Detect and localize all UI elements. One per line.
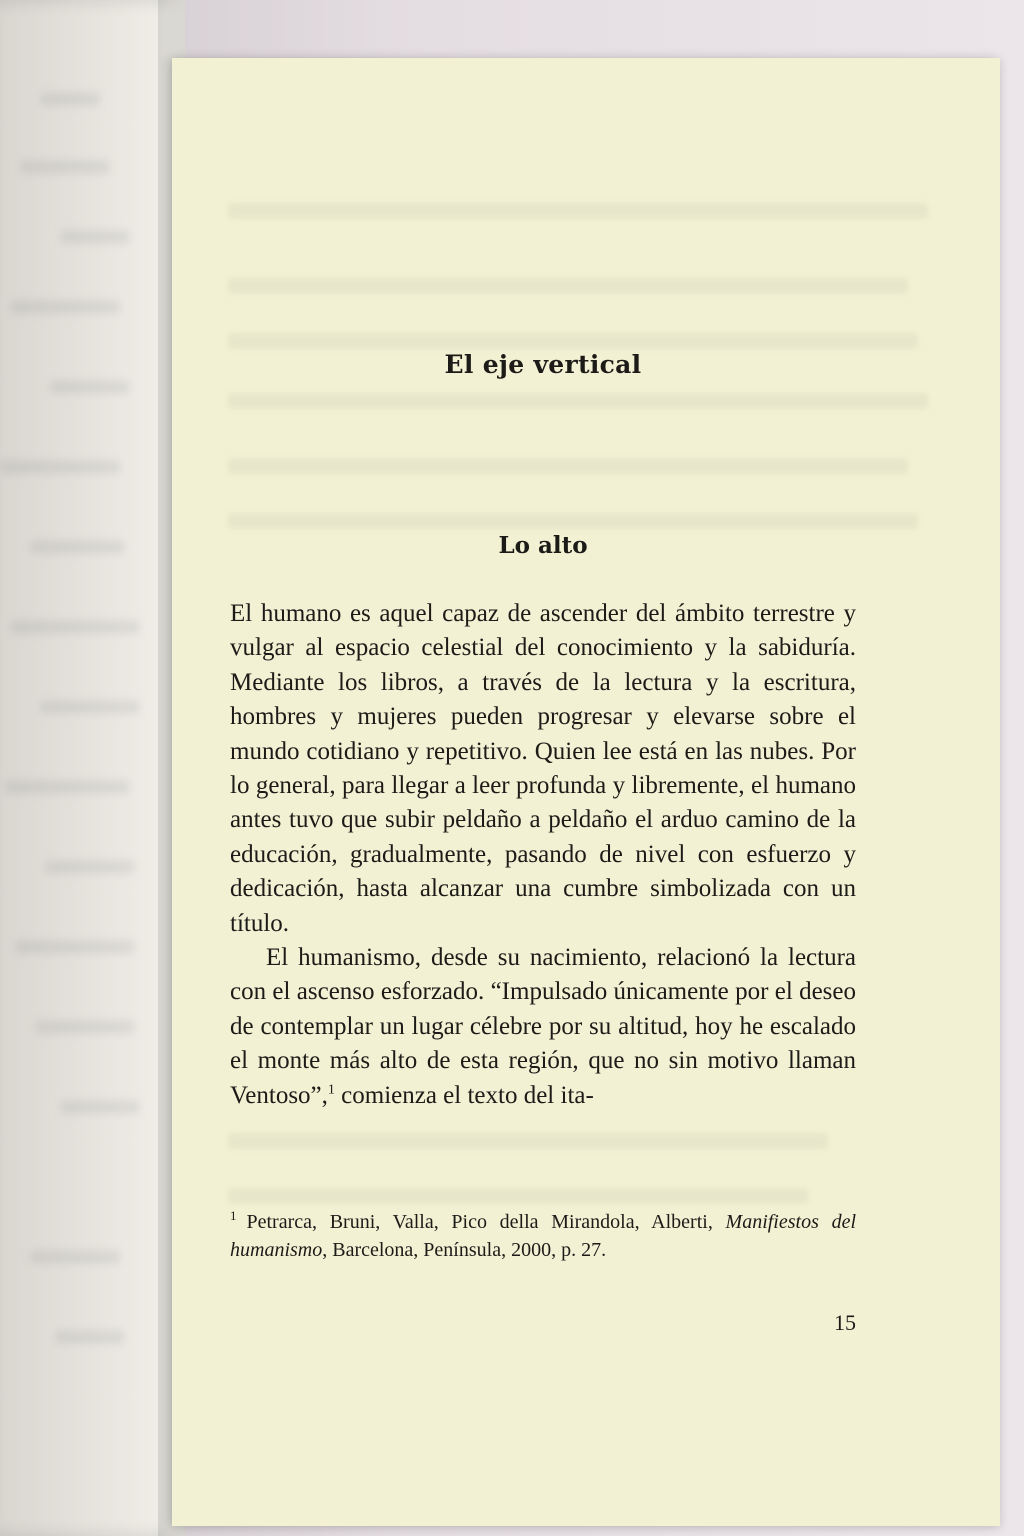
footnote-reference: 1	[327, 1082, 335, 1098]
page-number: 15	[834, 1310, 856, 1335]
footnote-mark: 1	[230, 1208, 237, 1224]
body-text	[230, 597, 856, 1113]
paragraph-2-continuation: comienza el texto del ita-	[334, 1081, 594, 1109]
footnote-publication: , Barcelona, Península, 2000, p. 27.	[322, 1239, 607, 1261]
paragraph-2	[230, 941, 856, 1113]
footnote	[230, 1208, 856, 1264]
paragraph-2-text: El humanismo, desde su nacimiento, relacionó la lectura con el ascenso esforzado. “Impulsado únicamente por el deseo de contemplar un lugar célebre por su altitud, hoy he escalado el monte más alto de esta región, que no sin motivo llaman Ventoso”,	[230, 944, 856, 1109]
book-page	[172, 58, 1000, 1526]
footnote-text: Petrarca, Bruni, Valla, Pico della Mirandola, Alberti,	[246, 1211, 726, 1233]
section-title: El eje vertical	[444, 350, 642, 379]
subsection-title: Lo alto	[498, 532, 588, 559]
paragraph-1: El humano es aquel capaz de ascender del ámbito terrestre y vulgar al espacio celestial del conocimiento y la sabiduría. Mediante los libros, a través de la lectura y la escritura, hombres y mujeres pueden progresar y elevarse sobre el mundo cotidiano y repetitivo. Quien lee está en las nubes. Por lo general, para llegar a leer profunda y libremente, el humano antes tuvo que subir peldaño a peldaño el arduo camino de la educación, gradualmente, pasando de nivel con esfuerzo y dedicación, hasta alcanzar una cumbre simbolizada con un título.	[230, 600, 856, 937]
footnote-book-title: Manifiestos del humanismo	[230, 1211, 857, 1261]
